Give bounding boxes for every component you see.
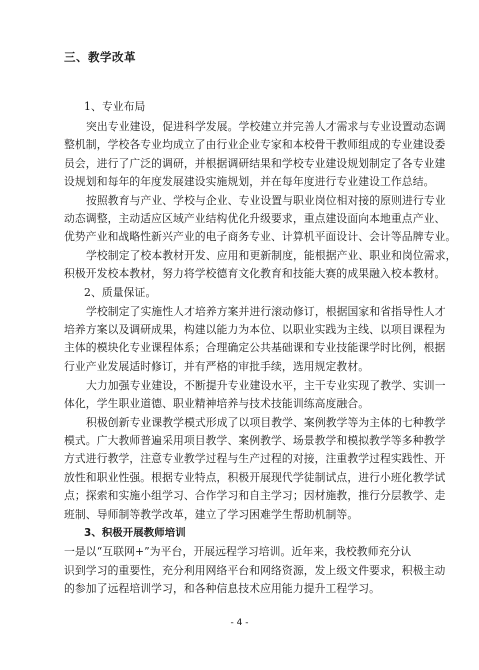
paragraph-line: 设规划和每年的年度发展建设实施规划，并在每年度进行专业建设工作总结。	[64, 175, 435, 188]
paragraph-line: 积极创新专业课教学模式形成了以项目教学、案例教学等为主体的七种教学	[86, 416, 446, 429]
paragraph-line: 模式。广大教师普遍采用项目教学、案例教学、场景教学和模拟教学等多种教学	[64, 434, 446, 447]
paragraph-line: 的参加了远程培训学习，和各种信息技术应用能力提升工程学习。	[64, 582, 381, 595]
paragraph-line: 大力加强专业建设，不断提升专业建设水平，主干专业实现了教学、实训一	[86, 379, 446, 392]
paragraph-line: 学校制定了校本教材开发、应用和更新制度，能根据产业、职业和岗位需求，	[86, 249, 457, 262]
paragraph-line: 体化，学生职业道德、职业精神培养与技术技能训练高度融合。	[64, 397, 370, 410]
paragraph-line: 点；探索和实施小组学习、合作学习和自主学习；因材施教，推行分层教学、走	[64, 489, 446, 502]
section-title: 三、教学改革	[64, 50, 136, 64]
paragraph-line: 整机制，学校各专业均成立了由行业企业专家和本校骨干教师组成的专业建设委	[64, 138, 446, 151]
paragraph-line: 一是以“互联网+”为平台，开展远程学习培训。近年来，我校教师充分认	[64, 545, 412, 558]
paragraph-line: 动态调整，主动适应区域产业结构优化升级要求，重点建设面向本地重点产业、	[64, 212, 446, 225]
paragraph-line: 班制、导师制等教学改革，建立了学习困难学生帮助机制等。	[64, 508, 359, 521]
paragraph-line: 优势产业和战略性新兴产业的电子商务专业、计算机平面设计、会计等品牌专业。	[64, 230, 457, 243]
paragraph-line: 放性和职业性强。根据专业特点，积极开展现代学徒制试点，进行小班化教学试	[64, 471, 446, 484]
paragraph-line: 行业产业发展适时修订，并有严格的审批手续，选用规定教材。	[64, 360, 370, 373]
paragraph-line: 主体的模块化专业课程体系；合理确定公共基础课和专业技能课学时比例，根据	[64, 341, 446, 354]
page-number: - 4 -	[230, 618, 249, 628]
subsection-title-1: 1、专业布局	[84, 100, 146, 113]
paragraph-line: 识到学习的重要性，充分利用网络平台和网络资源，发上级文件要求，积极主动	[64, 564, 446, 577]
subsection-title-2: 2、质量保证。	[84, 286, 157, 299]
subsection-title-3: 3、积极开展教师培训	[84, 527, 186, 539]
paragraph-line: 培养方案以及调研成果，构建以能力为本位、以职业实践为主线、以项目课程为	[64, 323, 446, 336]
paragraph-line: 积极开发校本教材，努力将学校德育文化教育和技能大赛的成果融入校本教材。	[64, 267, 446, 280]
paragraph-line: 学校制定了实施性人才培养方案并进行滚动修订，根据国家和省指导性人才	[86, 305, 446, 318]
paragraph-line: 员会，进行了广泛的调研，并根据调研结果和学校专业建设规划制定了各专业建	[64, 157, 446, 170]
paragraph-line: 按照教育与产业、学校与企业、专业设置与职业岗位相对接的原则进行专业	[86, 194, 446, 207]
paragraph-line: 方式进行教学，注意专业教学过程与生产过程的对接，注重教学过程实践性、开	[64, 452, 446, 465]
paragraph-line: 突出专业建设，促进科学发展。学校建立并完善人才需求与专业设置动态调	[86, 120, 446, 133]
